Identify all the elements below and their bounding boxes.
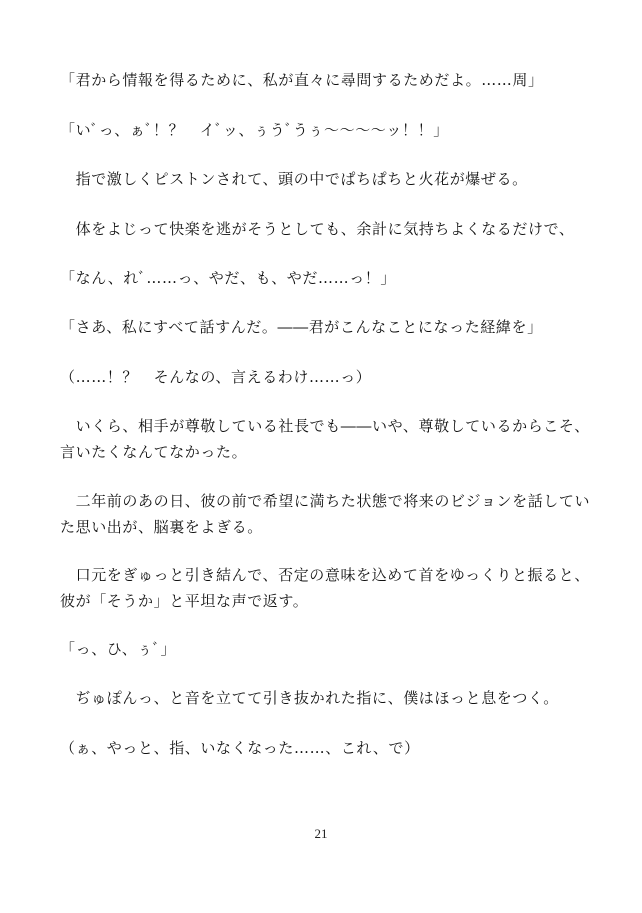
text-line: いくら、相手が尊敬している社長でも――いや、尊敬しているからこそ、 <box>60 417 590 435</box>
text-line: 「君から情報を得るために、私が直々に尋問するためだよ。……周」 <box>60 71 544 89</box>
text-line: 「なん、れﾞ……っ、やだ、も、やだ……っ！」 <box>60 269 397 287</box>
text-line: 指で激しくピストンされて、頭の中でぱちぱちと火花が爆ぜる。 <box>60 170 528 188</box>
paragraph-9 <box>60 488 590 540</box>
paragraph-11 <box>60 636 590 662</box>
text-line: 口元をぎゅっと引き結んで、否定の意味を込めて首をゆっくりと振ると、 <box>60 566 590 584</box>
text-line: た思い出が、脳裏をよぎる。 <box>60 518 263 536</box>
page-number: 21 <box>314 826 328 841</box>
text-line: 「いﾞっ、ぁﾞ！？ イﾞッ、ぅうﾞうぅ〜〜〜〜ッ！！」 <box>60 121 449 139</box>
text-line: ぢゅぽんっ、と音を立てて引き抜かれた指に、僕はほっと息をつく。 <box>60 689 559 707</box>
paragraph-1 <box>60 67 590 93</box>
text-line: 言いたくなんてなかった。 <box>60 443 248 461</box>
text-line: （ぁ、やっと、指、いなくなった……、これ、で） <box>60 739 420 757</box>
paragraph-5 <box>60 265 590 291</box>
paragraph-3 <box>60 166 590 192</box>
paragraph-10 <box>60 562 590 614</box>
text-line: 二年前のあの日、彼の前で希望に満ちた状態で将来のビジョンを話してい <box>60 492 591 510</box>
text-line: 彼が「そうか」と平坦な声で返す。 <box>60 592 309 610</box>
text-line: 「さあ、私にすべて話すんだ。――君がこんなことになった経緯を」 <box>60 318 543 336</box>
paragraph-6 <box>60 314 590 340</box>
paragraph-2 <box>60 117 590 143</box>
text-line: （……！？ そんなの、言えるわけ……っ） <box>60 368 372 386</box>
paragraph-12 <box>60 685 590 711</box>
text-line: 「っ、ひ、ぅﾞ」 <box>60 640 177 658</box>
paragraph-8 <box>60 413 590 465</box>
paragraph-7 <box>60 364 590 390</box>
paragraph-4 <box>60 216 590 242</box>
paragraph-13 <box>60 735 590 761</box>
text-line: 体をよじって快楽を逃がそうとしても、余計に気持ちよくなるだけで、 <box>60 220 575 238</box>
